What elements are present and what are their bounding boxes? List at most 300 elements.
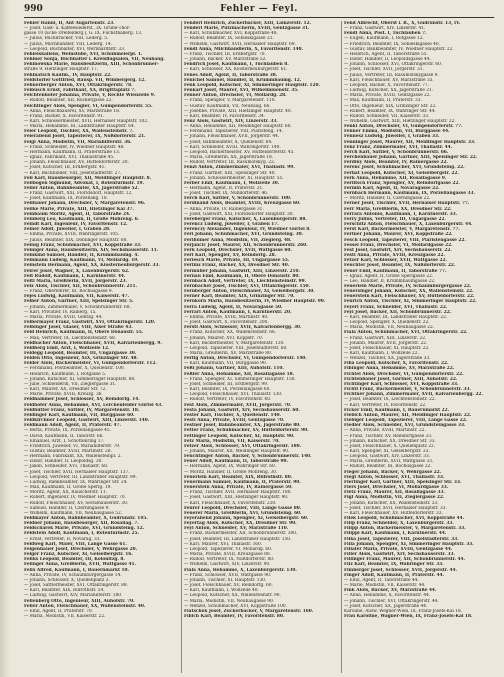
directory-entry-line: — Maria, Modistin, VII, Kaiserstr. 22. bbox=[24, 613, 106, 619]
directory-entry-line: — Otto, Ingenieur, XIX, Grinzinger Str. 22. bbox=[344, 103, 437, 109]
directory-entry-line: Fenz Franz, Zimmermaler, XVI, Thaliastr. 44. bbox=[344, 144, 453, 150]
directory-entry-line: — Emil, Agent, II, Praterstr. 70. bbox=[24, 608, 94, 614]
directory-entry-line: Feinig Franz, Schuhmacher, XVI, Koppstraße 33. bbox=[24, 242, 142, 248]
directory-entry-line: Figl Anna, Modistin, VII, Zieglergasse 22. bbox=[344, 495, 445, 501]
directory-entry-line: Fietz Franz, Maurer, XII, Rosaliagasse 33. bbox=[344, 490, 445, 496]
directory-entry-line: — Leopold, Tapezierer, VIII, Josefstädterstr. 60. bbox=[184, 345, 288, 351]
directory-entry-line: Fenner Anton, Drechsler, VI, Mollardg. 28. bbox=[184, 93, 287, 99]
directory-entry-line: — Jakob, Schneider, XVI, Thaliastr. 68. bbox=[24, 464, 109, 470]
directory-entry-line: Fendl Anna, Post. I, Tuchlauben 7. bbox=[344, 31, 427, 37]
directory-entry-line: — Wenzel, Schuhmacher, XVI, Koppstraße 100. bbox=[184, 603, 287, 609]
directory-entry-line: Feldscharek Marie, Private, XVI, Grundsteing. 12. bbox=[24, 526, 145, 532]
directory-entry-line: Fillafer Maria, Private, XVIII, Gentzgasse 44. bbox=[344, 546, 453, 552]
directory-entry-line: — Rudolf, Beamter, XII, Ruckergasse 22. bbox=[24, 98, 113, 104]
directory-entry-line: Feuerstein Anna, Private, IV, Rainergasse 50. bbox=[184, 485, 293, 491]
directory-entry-line: Feldbacher Anton, Fleischhauer, XVII, Kalvarienbergg. 9. bbox=[24, 340, 162, 346]
directory-entry-line: — Anna, Hebamme, X, Favoritenstr. 44. bbox=[344, 593, 431, 599]
directory-entry-line: Feyertag Alois, Kutscher, XX, Dresdner Str. 90. bbox=[184, 521, 297, 527]
directory-entry-line: — Johann, Fleischhauer, XVII, Jörgerstr. 44. bbox=[184, 134, 280, 140]
directory-entry-line: — Karl, Privatier, IV, Rainerg. 15. bbox=[24, 309, 97, 315]
directory-entry-line: Ferhat Leopold, Kutscher, XI, Geiselbergstr. 22. bbox=[344, 170, 459, 176]
directory-entry-line: — Josef, Tischler, XVII, Hernalser Hauptstr. 33. bbox=[344, 505, 447, 511]
directory-entry-line: — Johann, Maurer, XVI, Koppstr. 70. bbox=[184, 335, 264, 341]
header-rule bbox=[24, 17, 494, 18]
directory-entry-line: Fenes Adolf, Agent, II, Taborstraße 38. bbox=[184, 72, 278, 78]
directory-entry-line: — Rudolf, Vertreter, III, Rasumofskyg. 22. bbox=[184, 160, 276, 166]
directory-entry-line: Fiala Anton, Schuhmacher, XVI, Ottakringerstr. 22. bbox=[344, 330, 468, 336]
directory-entry-line: Fenderl Heinrich, Zuckerbäcker, XIII, Lainzerstr. 12. bbox=[184, 21, 311, 26]
directory-entry-line: Feuerlein Karl, Beamter, XIX, Billrothstr. 80. bbox=[184, 474, 293, 480]
directory-entry-line: Feibusch Ernst, Fabrikant, XX, Brigittaplatz 7. bbox=[24, 88, 136, 94]
directory-entry-line: Feindt Karl, Ingenieur, IV, Favoritenstr. 12. bbox=[24, 222, 128, 228]
directory-entry-line: — Karl, Beamter, XIX, Billrothstr. 54. bbox=[24, 588, 105, 594]
directory-entry-line: Feuerstein Karl, Fleischhauer, XV, Hütteldorferstr. 22. bbox=[344, 294, 475, 300]
directory-entry-line: — Leopold, Tapezierer, VI, Mollardg. 60. bbox=[184, 546, 273, 552]
directory-entry-line: gasse 10 (Ecke Dreifelderg.), G. IX, Fuchsthallerg. 13. bbox=[24, 31, 143, 37]
directory-entry-line: Fetzer Alois, Schlosser, XVI, Ottakringerstr. 180. bbox=[184, 443, 302, 449]
directory-entry-line: Fenkl Anton, Drechsler, VI, Gumpendorferstr. 77. bbox=[344, 124, 463, 130]
directory-entry-line: Fetz Maria, Modistin, VII, Kaiserstr. 70. bbox=[184, 438, 280, 444]
directory-entry-line: Fermüller Johann, Gastwirt, XIII, Linzerstr. 210. bbox=[184, 268, 301, 274]
directory-entry-line: Feierabend Josef, Tapezierer, IX, Nußdorferstr. 21. bbox=[24, 134, 146, 140]
directory-entry-line: Fieger Johann, Bäcker, V, Wehrgasse 22. bbox=[344, 469, 442, 475]
directory-entry-line: — Josef, Kutscher, XX, Jägerstraße 44. bbox=[344, 603, 428, 609]
directory-entry-line: — Julius, Buchdrucker, VIII, Lederg. 5. bbox=[24, 36, 109, 42]
directory-entry-line: — Karl, Beamter, IV, Favoritenstr. 34. bbox=[184, 113, 266, 119]
directory-entry-line: — Friedrich, Beamter, IX, Sobieskigasse 40. bbox=[344, 41, 440, 47]
directory-entry-line: — Julie, Schneiderin, VII, Zieglergasse 31. bbox=[24, 381, 117, 387]
directory-entry-line: Feuersinger Johann, Kutscher, XX, Wallensteinstr. 22. bbox=[344, 289, 474, 295]
directory-entry-line: — Franz, Schlosser, XVII, Wattgasse 90. bbox=[184, 572, 272, 578]
directory-entry-line: — Maria, Private, XVIII, Gentzgasse 22. bbox=[344, 93, 431, 99]
directory-entry-line: — Johann, Schlosser, X, Quellenplatz 3. bbox=[24, 577, 110, 583]
directory-entry-line: — Ernst, Vertreter, II, Novarag. 33. bbox=[24, 536, 101, 542]
directory-entry-line: Feld Heinrich, Kaufmann, II, Obere Donaustr. 55. bbox=[24, 330, 144, 336]
directory-entry-line: — Eugen, Kaufmann, I, Rotgasse 12. bbox=[344, 36, 424, 42]
directory-entry-line: — Friedrich, Juwelier, VI, Mariahilferstr. 79. bbox=[24, 443, 121, 449]
directory-entry-line: — Maria, Private, XVIII, Kreuzgasse 80. bbox=[184, 552, 271, 558]
directory-entry-line: Fejes Ludwig, Kaufmann, VII, Kaiserstr. 47. bbox=[24, 294, 129, 300]
directory-entry-line: — Rudolf, Fleischhauer, XV, Sechshauserstr. 30. bbox=[24, 500, 129, 506]
directory-entry-line: — Johann, Kutscher, XI, Simmeringer Hauptstr. 88. bbox=[24, 376, 136, 382]
directory-entry-line: Fehnerberger Anton, XVI, Ottakringerstr. 78. bbox=[24, 82, 133, 88]
directory-entry-line: Feit Rudolf, Kaufmann, I, Kärntnerstr. 44. bbox=[24, 273, 126, 279]
directory-entry-line: — Josef, Gast- u. Kaffeesiedersf., IX. Grüne-Thor- bbox=[24, 26, 131, 32]
directory-entry-line: — Johann, Bäcker, XV, Märzstraße 52. bbox=[184, 57, 267, 63]
directory-entry-line: — Franz, Bäckermeister, XII, Schönbrunnerstr. 300. bbox=[184, 531, 298, 537]
directory-entry-line: — Wilhelm, Gastwirt, XIII, Hietzinger Hauptstr. 22. bbox=[344, 118, 456, 124]
directory-entry-line: — Samuel, Händler, II, Czerningasse 9. bbox=[24, 505, 110, 511]
directory-entry-line: Feuermann Samuel, Kaufmann, II, Praterstr. 90. bbox=[184, 479, 301, 485]
directory-entry-line: Ferk Anna, Hebamme, XII, Rosaliagasse 9. bbox=[344, 175, 447, 181]
directory-entry-line: Fink Alois, Bäcker, XV, Märzstraße 44. bbox=[344, 588, 437, 594]
directory-entry-line: Fichtenbauer Josef, Gärtner, XIII, Auhofstr. 22. bbox=[344, 376, 458, 382]
directory-entry-line: — Leopold, Bäckermeister, XV, Hütteldorferstr. 45. bbox=[184, 149, 295, 155]
directory-entry-line: Ferry Julius, Vertreter, III, Ungargasse 22. bbox=[344, 216, 446, 222]
directory-entry-line: Ferl Karl, Spengler, XV, Reindorfg. 28. bbox=[184, 253, 277, 259]
directory-entry-line: Ferenczy Alexander, Ingenieur, IV, Wiedner Gürtel 8. bbox=[184, 227, 311, 233]
directory-entry-line: Feichtinger Alois, Spengler, VI, Gumpendorferstr. 55. bbox=[24, 103, 153, 109]
directory-entry-line: Feichtenhofer Johanna, Private, V, Rechte Wienzeile 9. bbox=[24, 93, 156, 99]
directory-entry-line: Fessel Franz, Drechsler, VI, Mollardgasse 22. bbox=[344, 242, 453, 248]
directory-entry-line: — Josef, Bahnbeamter, X, Quellenstr. 64. bbox=[184, 139, 273, 145]
directory-entry-line: — Hermann, Agent, IX, Währinger Str. 60. bbox=[184, 464, 277, 470]
directory-entry-line: Feyl Josef, Bäcker, XII, Schönbrunnerstr. 22. bbox=[344, 309, 452, 315]
directory-entry-line: Feinbaum Moritz, Agent, II, Taborstraße 24. bbox=[24, 211, 131, 217]
directory-entry-line: Ferjancic Josef, Maurer, XII, Schönbrunnerstr. 260. bbox=[184, 242, 308, 248]
directory-entry-line: Fichtner Johann, Zimmermaler, XVII, Kalvarienbergg. 22. bbox=[344, 392, 483, 398]
directory-entry-line: — Johann, Tischler, XVI, Ottakringerstr. 44. bbox=[344, 598, 439, 604]
directory-entry-line: — Franz, Bäcker, X, Favoritenstr. 91. bbox=[24, 113, 105, 119]
column-divider bbox=[341, 21, 342, 673]
directory-entry-line: — Josef, Beamter, III, Landstraßer Hauptstr. 150. bbox=[184, 536, 292, 542]
directory-entry-line: — Rudolf, Beamter, III, Rochusgasse 22. bbox=[344, 464, 432, 470]
directory-entry-line: Fellenberg Otto, Ingenieur, XIII, Auhofstr. 70. bbox=[24, 598, 135, 604]
directory-entry-line: Feldstorfer Gottfried, Bausp. VII, Wimbergerg. 12. bbox=[24, 77, 146, 83]
directory-entry-line: — Josef, Kaufmann, IX, Porzellang. 18. bbox=[24, 196, 108, 202]
directory-entry-line: Feldhammer Josef, Schlosser, XV, Reindorfg. 14. bbox=[24, 397, 140, 403]
directory-entry-line: — Karl, Bäckermeister, V, Margaretenstr. 130. bbox=[184, 340, 285, 346]
directory-entry-line: — Maria, Greißlerin, XX, Jägerstraße 18. bbox=[184, 155, 274, 161]
directory-entry-line: — Karl, Kaufmann, VII, Burggasse 90. bbox=[184, 361, 268, 367]
directory-entry-line: Ferrara Antonio, Kaufmann, I, Kärntnerstr. 33. bbox=[344, 211, 458, 217]
directory-entry-line: Filz Karl, Beamter, IX, Währinger Str. 33. bbox=[344, 562, 444, 568]
directory-entry-line: — Robert, Beamter, IX, Währinger Str. 44. bbox=[344, 108, 436, 114]
directory-entry-line: Ferdinand Alois, Beamter, XVIII, Kreuzgasse 60. bbox=[184, 201, 301, 207]
directory-entry-line: — Moritz, Agent, XX, Rauscherstr. 11. bbox=[24, 490, 107, 496]
directory-entry-line: Felix Alfred, Kaufmann, I, Bauernmarkt 10. bbox=[24, 567, 129, 573]
directory-entry-line: Ferst Karl, Bäckermeister, V, Margaretenstr. 77. bbox=[344, 227, 460, 233]
directory-entry-line: — Rudolf, Vertreter, IX, Nußdorferstr. 80. bbox=[184, 557, 275, 563]
directory-entry-line: — Franz, Kutscher, XX, Wallensteinstr. 66. bbox=[184, 330, 277, 336]
directory-entry-line: Feilbogen Sigmund, Advokat, I, Rotenturmstr. 19. bbox=[24, 180, 144, 186]
directory-entry-line: — Josefine, Private, XIII, Hietzinger Hauptstr. 40. bbox=[184, 108, 292, 114]
directory-entry-line: Ferk Leopold, Drechsler, XVII, Wattgasse 60. bbox=[184, 247, 292, 253]
directory-entry-line: — Karl, Maurer, XVI, Thaliastr. 160. bbox=[184, 541, 263, 547]
directory-entry-line: Fehlner Sonja, Buchhalter i. Kreisflugsalen, VII, Neubaug. bbox=[24, 57, 165, 63]
directory-entry-line: Feinmann Ludwig, Kaufmann, VI, Mollardg. 19. bbox=[24, 258, 139, 264]
directory-entry-line: — Josef, Sattlermeister, XVI, Ottakringerstr. 88. bbox=[24, 583, 128, 589]
directory-entry-line: — Wilhelm, Gastwirt, XVII, Hernalser Hauptstr. 69. bbox=[184, 41, 296, 47]
directory-entry-line: — Emma, Private, XVIII, Währingerstr. 105. bbox=[24, 232, 120, 238]
directory-entry-line: Fiers Josef, Drechsler, VI, Mollardgasse 33. bbox=[344, 485, 449, 491]
directory-entry-line: Feirer Josef, Wagner, X, Laxenburgerstr. 62. bbox=[24, 268, 130, 274]
directory-entry-line: — Johann, Maurer, XVII, Jörgerstr. 22. bbox=[344, 340, 428, 346]
directory-entry-line: Ferlesch Marie, Private, III, Ungargasse 55. bbox=[184, 258, 290, 264]
directory-entry-line: Fibinger Anna, Hebamme, XV, Märzstraße 22. bbox=[344, 366, 455, 372]
directory-entry-line: Fierlinger Karl, Gärtner, XIII, Speisinger Str. 33. bbox=[344, 479, 462, 485]
directory-entry-line: — Johann, Tischler, XI, Hauptstr. 130. bbox=[184, 577, 267, 583]
directory-entry-line: — Karl, Schneider, XVIII, Währingerstr. 140. bbox=[184, 144, 281, 150]
directory-entry-line: Fehleiskaliens, Weinstube, XVI, Schuhmeierpl. 1. bbox=[24, 51, 143, 57]
directory-entry-line: Feldweg Karl, Maler, VIII, Lange Gasse 61. bbox=[24, 541, 127, 547]
directory-entry-line: — Heinrich, Kaufmann, I, Rotgasse 5. bbox=[24, 371, 107, 377]
directory-entry-line: Fettinger Leopold, Kutscher, XI, Hauptstr. 90. bbox=[184, 433, 295, 439]
directory-entry-line: Fenninger Josef, Maurer, XII, Meidlinger Hauptstr. 33. bbox=[344, 139, 476, 145]
directory-entry-line: Feitl Maria, Greißlerin, XVII, Jörgerstr. 23. bbox=[24, 278, 128, 284]
directory-entry-line: Ferch Karl, Sattler, V, Schönbrunnerstr. 100. bbox=[184, 196, 292, 202]
directory-entry-line: — Hermann, Agent, II, Praterstr. 21. bbox=[184, 186, 264, 191]
directory-entry-line: Ferra Ludwig, Agent, II, Novaragasse 50. bbox=[184, 304, 283, 310]
directory-entry-line: — Franz, Gastwirt, XXI, Floridsdorf, Hauptstr. 12. bbox=[24, 191, 133, 197]
directory-entry-line: — Ludwig, Bankbeamter, IX, Währinger Str. 24. bbox=[24, 479, 128, 485]
directory-entry-line: Filla Johann, Spengler, XI, Simmeringer Hauptstr. 33. bbox=[344, 541, 474, 547]
directory-entry-line: Fernbach Hermann, Kaufmann, IX, Porzellangasse 33. bbox=[344, 191, 475, 197]
directory-entry-line: Ferlitsch Franz, Spengler, XV, Reindorfgasse 22. bbox=[344, 180, 460, 186]
directory-entry-line: — Karl, Kaufmann, I, Wollzeile 40. bbox=[184, 588, 259, 594]
directory-entry-line: Feiniger Anna, Hausbesitzerin, XIV, Sechshauserstr. 11. bbox=[24, 247, 159, 253]
directory-entry-line: — Leopold, Vertreter, III, Landstraßer Hauptstr. 99. bbox=[24, 474, 137, 480]
directory-entry-line: — Karl, Beamter, IX, Porzellangasse 60. bbox=[184, 387, 271, 393]
directory-entry-line: — Karl, Schlossermeister, XVII, Hernalser Hauptstr. 102. bbox=[24, 118, 149, 124]
directory-entry-line: — Anna, Private, IV, Rainergasse 31. bbox=[184, 206, 264, 212]
directory-entry-line: — Emma, Private, XVIII, Martinstr. 40. bbox=[184, 314, 269, 320]
directory-entry-line: — Hermann, Kaufmann, II, Praterstraße 13. bbox=[24, 149, 121, 155]
directory-entry-line: Feix Alois, Tischler, XII, Schönbrunnerstr. 211. bbox=[24, 283, 137, 289]
directory-entry-line: — Maria, Modistin, VII, Neubaugasse 90. bbox=[184, 598, 275, 604]
directory-entry-line: — Julius, Milchhändler, VIII, Lederg. 14. bbox=[24, 41, 112, 47]
directory-entry-line: Feinkind Samuel, Händler, II, Krummbaumg. 4. bbox=[24, 253, 139, 259]
directory-entry-line: — Maria, Greißlerin, XVII, Wattgasse 33. bbox=[344, 459, 434, 465]
directory-entry-line: Fertner Johann, Maurer, XVI, Koppstraße 22. bbox=[344, 232, 453, 238]
directory-entry-line: Filippi Karl, Kaufmann, I, Kärntnerstr. 44. bbox=[344, 531, 447, 537]
directory-entry-line: Feilhauer Johann, Drechsler, V, Margaretenstr. 96. bbox=[24, 201, 146, 207]
directory-entry-line: — Karl, Maurer, XX, Dresdner Str. 72. bbox=[24, 387, 107, 393]
directory-entry-line: Ferstl Alois, Schlosser, XVII, Kalvarienbergg. 30. bbox=[184, 325, 302, 331]
page-gutter-shadow bbox=[0, 0, 10, 677]
directory-entry-line: — Leopold, Kutscher, XX, Wallensteinstr. 90. bbox=[184, 593, 281, 599]
directory-entry-line: Fiba Leopold, Kutscher, X, Favoritenstr. 22. bbox=[344, 361, 449, 367]
directory-entry-line: Fernau Emil, Kaufmann, II, Obere Donaustr. 80. bbox=[184, 273, 300, 279]
directory-entry-line: — Wenzel, Tischler, XX, Jägerstraße 33. bbox=[344, 356, 431, 362]
directory-entry-line: Ferenc Josef, Schuhmacher, XVI, Grundsteing. 22. bbox=[344, 165, 465, 171]
directory-entry-line: Fimberger Josef, Schlosser, XVII, Jörgerstr. 44. bbox=[344, 567, 457, 573]
directory-entry-line: — Johann, Zimmermaler, V, Schönbrunnerstr. 68. bbox=[24, 304, 131, 310]
directory-entry-line: — Franz, Tischler, XVII, Hernalser Hauptstr. 180. bbox=[184, 490, 292, 496]
column-divider bbox=[181, 21, 182, 673]
directory-entry-line: — Franz, Gastwirt, XIV, Linzerstr. 41. bbox=[344, 26, 426, 32]
directory-entry-line: Fernbach Adolf, Vertreter, IX, Liechtensteinstr. 99. bbox=[184, 278, 307, 284]
directory-entry-line: Fend Albrecht, Oberst i. R., X, Gudrunstr. 13, IV. bbox=[344, 21, 461, 26]
directory-entry-line: Fest Alois, Zimmermaler, XVII, Jörgerstr. 70. bbox=[184, 402, 292, 408]
directory-entry-line: Fichtel Alois, Drechsler, VI, Gumpendorferstr. 22. bbox=[344, 371, 464, 377]
directory-entry-line: Ferrari Anton, Kaufmann, I, Kärntnerstr. 20. bbox=[184, 309, 292, 315]
directory-entry-line: — Robert, Ingenieur, IV, Wiedner Hauptstr. 70. bbox=[24, 495, 126, 501]
directory-entry-line: — Moritz, Händler, II, Große Mohreng. 30. bbox=[184, 469, 278, 475]
directory-entry-line: — Franz, Spengler, XI, Simmeringer Hauptstr. 150. bbox=[184, 376, 296, 382]
directory-entry-line: Fiatschek Josef, Zuckerbäcker, V, Margaretenstr. 160. bbox=[184, 608, 314, 614]
directory-entry-line: Fiedler Alois, Schneider, XVI, Grundsteingasse 33. bbox=[344, 423, 466, 429]
directory-entry-line: Feller Anton, Fleischhauer, XX, Wallensteinstr. 40. bbox=[24, 603, 146, 609]
directory-entry-line: Feri Johann, Schuhmacher, XVI, Grundsteing. 30. bbox=[184, 232, 304, 238]
directory-entry-line: — Julius, Beamter, XIX, Döblinger Hauptstr. 60. bbox=[24, 237, 128, 243]
directory-entry-line: — Wilhelm, Gastwirt, XIV, Linzerstr. 90. bbox=[184, 562, 271, 568]
directory-entry-line: Fendrich Josef, Kaufmann, I, Tuchlauben 8. bbox=[184, 62, 289, 68]
directory-entry-line: Fernberger Anton, Fleischhauer, XI, Geiselbergstr. 30. bbox=[184, 289, 315, 295]
directory-entry-line: Fenz Alois, Gastwirt, XIV, Linzerstr. 33. bbox=[184, 118, 278, 124]
directory-entry-line: Feldhofer Anna, Hebamme, XVI, Lerchenfelder Gürtel 43. bbox=[24, 402, 163, 408]
column-3 bbox=[344, 21, 494, 673]
directory-entry-line: Feyerl Franz, Schneider, XVI, Thaliastr. 22. bbox=[344, 304, 448, 310]
directory-entry-line: Filip Franz, Schneider, X, Laxenburgerstr. 33. bbox=[344, 521, 454, 527]
directory-entry-line: Feilke Marie, Private, XIII, Hietzinger Kai 37. bbox=[24, 206, 134, 212]
directory-entry-line: Ferber Emil, Kaufmann, I, Wollzeile 30. bbox=[184, 180, 280, 186]
directory-entry-line: Fennesz Ludwig, Juwelier, I, Graben 33. bbox=[344, 134, 440, 140]
directory-entry-line: — Josef, Tischler, XVII, Hernalser Hauptstr. 137. bbox=[24, 469, 130, 475]
directory-entry-line: Felgenhauer Josef, Drechsler, V, Wehrgasse 20. bbox=[24, 546, 138, 552]
directory-entry-line: Finger Adolf, Kaufmann, II, Praterstr. 44. bbox=[344, 572, 444, 578]
directory-entry-line: Fiegl Anton, Schlosser, XVI, Thaliastr. 33. bbox=[344, 474, 445, 480]
directory-entry-line: Feuer Adolf, Kaufmann, II, Taborstraße 90. bbox=[184, 459, 288, 465]
column-1 bbox=[24, 21, 179, 673]
directory-entry-line: — Franz, Spengler, V, Margaretenstr. 110. bbox=[184, 98, 276, 104]
directory-entry-line: Fendl Anna, Milchhändlerin, X, Favoritenstr. 148. bbox=[184, 46, 304, 52]
directory-entry-line: Feldmayer Anton, Bahnbeamter, X, Gudrunstr. 145. bbox=[24, 516, 148, 521]
page-header bbox=[24, 4, 494, 18]
column-2 bbox=[184, 21, 339, 673]
directory-entry-line: Fehlnowska Marie, Hausbesitzerin, XIII, Schönbrunner- bbox=[24, 62, 159, 68]
directory-entry-line: Felder Alois, Bäckermeister, VI, Gumpendorferstr. 112. bbox=[24, 361, 157, 367]
directory-entry-line: — Maria, Hebamme, III, Landstraßer Hauptstr. 64. bbox=[24, 124, 136, 130]
directory-entry-line: Fereberger Franz, Kutscher, X, Laxenburgerstr. 88. bbox=[184, 216, 307, 222]
directory-entry-line: Fetzer Karl, Schlosser, XVII, Wattgasse 22. bbox=[344, 258, 447, 264]
directory-entry-line: Feuerer Maria, Greißlerin, XVI, Grundsteing. 60. bbox=[184, 510, 302, 516]
directory-entry-line: — Franz, Tischler, III, Erdbergstr. 70. bbox=[184, 51, 266, 57]
directory-entry-line: — Berta, Private, IX, Porzellangasse 45. bbox=[24, 428, 111, 434]
directory-entry-line: Feil Karl, Hausbesorger, XII, Meidlinger Hauptstr. 8. bbox=[24, 175, 152, 181]
directory-entry-line: — Emanuel, Arzt, I, Schottenring 17. bbox=[24, 438, 105, 444]
directory-entry-line: Fichtl Franz, Bäckermeister, V, Schönbrunnerstr. 33. bbox=[344, 387, 471, 393]
directory-entry-line: — Leopold, Spengler, X, Quellenstr. 22. bbox=[344, 320, 430, 326]
directory-entry-line: Felinger Anna, Greißlerin, XVII, Wattgasse 41. bbox=[24, 562, 136, 568]
directory-entry-line: Feßler Anna, Hebamme, XII, Rosaliagasse 18. bbox=[184, 371, 295, 377]
directory-entry-line: — Franz, Oberlehrer, III, Rochusgasse 9. bbox=[24, 289, 114, 295]
directory-entry-line: — Ferdinand, Postbeamter, X, Quellenstr. 100. bbox=[24, 366, 125, 372]
directory-entry-line: Fehlnatsch Kaufm., IV, Hauptstr. 22. bbox=[24, 72, 112, 78]
directory-entry-line: Fenkart Josef, Maurer, XVI, Wilhelminenstr. 35. bbox=[184, 88, 299, 94]
directory-entry-line: — Gustav, Kaufmann, VII, Neubaug. 66. bbox=[184, 103, 271, 109]
directory-entry-line: Ferner Karl, Beamter, XIX, Grinzinger Str. 70. bbox=[184, 294, 295, 300]
directory-entry-line: — Karl, Fleischhauer, X, Favoritenstr. 230. bbox=[184, 500, 277, 506]
directory-entry-line: Fertig Anton, Drechsler, VI, Gumpendorferstr. 140. bbox=[184, 356, 307, 362]
directory-entry-line: — Heinrich, Agent, II, Taborstraße 55. bbox=[344, 51, 428, 57]
directory-entry-line: — Karl, Spengler, XI, Geiselbergstr. 33. bbox=[344, 448, 430, 454]
directory-entry-line: Ferihumer Anna, Modistin, VII, Zieglerg. 48. bbox=[184, 237, 292, 243]
directory-entry-line: — Ignaz, Fabrikant, XVI, Thaliastraße 45. bbox=[24, 155, 115, 161]
directory-entry-line: — Marie, Private, XVIII, Kreuzg. 36. bbox=[24, 392, 103, 398]
directory-entry-line: Feyerabend Johann, Spengler, XI, Geiselbergstr. 60. bbox=[184, 516, 309, 521]
directory-entry-line: Feuerlein Marie, Private, IV, Schaumburgergasse 22. bbox=[344, 283, 472, 289]
directory-entry-line: Feurer Leopold, Drechsler, VIII, Lange Gasse 80. bbox=[184, 505, 302, 511]
directory-entry-line: — Josef, Fleischhauer, X, Quellenplatz 22. bbox=[344, 443, 436, 449]
directory-entry-line: Feier Leopold, Tischler, XX, Wallensteinstr. 7. bbox=[24, 129, 134, 135]
directory-entry-line: Fenderl Marie, Putzmacherin, XVIII, Gentzgasse 31. bbox=[184, 26, 310, 32]
directory-entry-line: Filek Leopold, Schuhmacher, XVI, Koppstraße 44. bbox=[344, 516, 465, 521]
directory-entry-line: Feldstein Adolf, Kaufmann, I, Rotenturmstr. 25. bbox=[24, 531, 140, 537]
directory-entry-line: Fester Karl, Tischler, X, Quellenstr. 140. bbox=[184, 412, 281, 418]
directory-entry-line: Ferschitz Anton, Fleischhauer, X, Laxenburgerstr. 44. bbox=[344, 222, 473, 228]
directory-entry-line: — Moritz, Händler, II, Czerningasse 22. bbox=[344, 196, 431, 202]
directory-entry-line: — Johann, Maurer, XII, Meidlinger Hauptstr. 90. bbox=[184, 448, 290, 454]
directory-entry-line: — Karl, Buchbinder, VIII, Josefstädterstr. 27. bbox=[24, 170, 122, 176]
directory-entry-line: Fermin Karl, Agent, II, Novaragasse 22. bbox=[344, 186, 440, 191]
directory-entry-line: Feldberg Emil, Arzt, I, Wollzeile 12. bbox=[24, 345, 110, 351]
directory-entry-line: Ferr Maria, Greißlerin, XX, Dresdner Str. 22. bbox=[344, 206, 452, 212]
directory-columns bbox=[24, 21, 494, 673]
page-number: 990 bbox=[24, 4, 43, 14]
directory-entry-line: Karoline, Ausw. Wegner-Wien, IX, Franz-Josefs-Kai 18. bbox=[344, 608, 463, 614]
directory-entry-line: Filler Alois, Gastwirt, XIV, Sechshauserstr. 33. bbox=[344, 552, 455, 558]
directory-entry-line: Fiala Anna, Hebamme, X, Laxenburgerstr. 130. bbox=[184, 567, 297, 573]
directory-entry-line: — Emil, Agent, II, Taborstraße 44. bbox=[344, 577, 419, 583]
directory-entry-line: Feldinger Karl, Kaufmann, VII, Burggasse 60. bbox=[24, 412, 135, 418]
directory-entry-line: Feuchter Josef, Beamter, IX, Nußdorferstr. 22. bbox=[344, 263, 456, 269]
directory-entry-line: — Leopold, Buchbalter, XVI, Wernhardtstr. 33. bbox=[24, 46, 126, 52]
directory-entry-line: — Anna, Hebamme, XII, Meidlinger Hauptstr. 60. bbox=[184, 124, 292, 130]
directory-entry-line: — Ignaz, Agent, II, Große Sperlgasse 22. bbox=[344, 273, 434, 279]
directory-entry-line: — Rudolf, Schneider, VII, Kaiserstr. 33. bbox=[344, 113, 430, 119]
directory-entry-line: — Josef, Fleischhauer, XI, Hauptstr. 22. bbox=[344, 345, 430, 351]
directory-entry-line: Fehler Hanni, II, Ant Augartenstr. 23. bbox=[24, 21, 115, 26]
directory-entry-line: Festner Josef, Bahnbeamter, XX, Jägerstraße 80. bbox=[184, 423, 301, 429]
directory-entry-line: Fibich Karl, Beamter, IV, Favoritenstr. 80. bbox=[184, 613, 285, 619]
directory-entry-line: — Max, Vertreter, IX, Liechtensteinstr. 68. bbox=[24, 335, 117, 341]
directory-entry-line: — Hermann, Fabrikant, XX, Wallensteinpl. 2. bbox=[24, 454, 122, 460]
directory-entry-line: Fenner Emma, Modistin, VII, Burggasse 44. bbox=[344, 129, 450, 135]
directory-entry-line: — Anna, Fleischhauerei, XV, Märzstraße 18. bbox=[24, 108, 121, 114]
directory-entry-line: Ferchenbauer Johann, Gärtner, XIII, Speisinger Str. 22. bbox=[344, 155, 478, 161]
directory-entry-line: — Wilhelm, Kaufmann, VII, Neubaugasse 52. bbox=[24, 510, 123, 516]
directory-entry-line: Feldner Johann, Hausbesorger, XII, Rosaliag. 7. bbox=[24, 521, 139, 527]
directory-entry-line: — Rudolf, Beamter, IX, Sobieskigasse 21. bbox=[184, 36, 274, 42]
directory-entry-line: — Johann, Fleischhauer, XV, Hütteldorferstr. 20. bbox=[24, 160, 129, 166]
directory-entry-line: Feldegg Leopold, Beamter, III, Ungargasse 30. bbox=[24, 351, 137, 356]
directory-entry-line: Fest Josef, Gastwirt, XIV, Sechshauserstr. 22. bbox=[344, 247, 452, 253]
directory-entry-line: — Franz, Schneider, IV, Wiedner Hauptstr. 48. bbox=[24, 144, 125, 150]
directory-entry-line: Fiebich Anton, Maurer, XII, Meidlinger Hauptstr. 22. bbox=[344, 412, 472, 418]
directory-entry-line: Fillinger Franz, Maurer, XII, Schönbrunnerstr. 44. bbox=[344, 557, 465, 563]
directory-entry-line: — Maria, Greißlerin, XV, Märzstraße 80. bbox=[184, 351, 273, 356]
directory-entry-line: — Josef, Beamter, IX, Liechtensteinstr. 22. bbox=[344, 397, 436, 403]
directory-entry-line: straße 9, Hietzinger Hauptstr. 17. bbox=[24, 67, 98, 73]
directory-entry-line: — Isidor, Händler, II, Leopoldsgasse 44. bbox=[344, 57, 431, 63]
directory-entry-line: — Karl, Kaufmann, I, Wollzeile 22. bbox=[344, 351, 419, 356]
directory-entry-line: Feuchtinger Anton, Bäcker, V, Schönbrunnerstr. 140. bbox=[184, 454, 312, 460]
directory-entry-line: Ferdiny Alois, Beamter, IV, Rainergasse 22. bbox=[344, 160, 448, 166]
directory-entry-line: Ferlinz Franz, Bäcker, XX, Dresdner Str. 40. bbox=[184, 263, 290, 269]
directory-entry-line: — Marie, Modistin, VII, Kaiserstr. 44. bbox=[344, 583, 426, 589]
directory-entry-line: Feiner Adolf, Juwelier, I, Graben 28. bbox=[24, 227, 111, 233]
directory-entry-line: — Ludwig, Kutscher, XX, Jägerstraße 21. bbox=[344, 88, 434, 94]
directory-entry-line: — Isidor, Händler, II, Leopoldsg. 30. bbox=[24, 459, 103, 465]
directory-entry-line: — Karl, Schuhmacher, XVI, Koppstraße 48. bbox=[184, 31, 278, 37]
directory-entry-line: Feyl Anton, Schneider, XV, Märzstraße 110. bbox=[184, 526, 289, 532]
directory-entry-line: Felden Otto, Ingenieur, XIX, Grinzinger Str. 48. bbox=[24, 356, 139, 362]
directory-entry-line: — Johann, Schlosser, XVI, Ottakringerstr. 60. bbox=[344, 62, 443, 68]
directory-entry-line: — Karl, Fleischhauer, XV, Hütteldorferstr. 33. bbox=[344, 510, 443, 516]
directory-entry-line: Filipp Anton, Bäckermeister, V, Margaretenstr. 33. bbox=[344, 526, 466, 532]
directory-entry-line: — Josef, Schneider, III, Erdbergstr. 99. bbox=[184, 381, 269, 387]
directory-entry-line: Fetter Franz, Schuhmacher, XV, Hütteldorferstr. 90. bbox=[184, 428, 309, 434]
directory-entry-line: — Josef, Gastwirt, XIII, Hietzinger Hauptstr. 90. bbox=[184, 495, 289, 501]
directory-entry-line: — Leopold, Fleischhauer, XVI, Thaliastr. 130. bbox=[184, 392, 283, 398]
directory-entry-line: — Josef, Tischler, XVII, Jörgerstr. 31. bbox=[344, 67, 424, 73]
directory-entry-line: Feßl Johann, Gärtner, XIII, Auhofstr. 110. bbox=[184, 366, 284, 372]
directory-entry-line: — Ludwig, Gastwirt, XIV, Mariahilferstr. 180. bbox=[24, 593, 123, 599]
directory-entry-line: — Maria, Private, XVIII, Gentzg. 44. bbox=[24, 314, 103, 320]
directory-entry-line: Feldmann Adolf, Agent, II, Praterstr. 47. bbox=[24, 423, 122, 429]
directory-entry-line: Felbermayer Franz, Gastwirt, XVI, Ottakringerstr. 120. bbox=[24, 320, 156, 326]
